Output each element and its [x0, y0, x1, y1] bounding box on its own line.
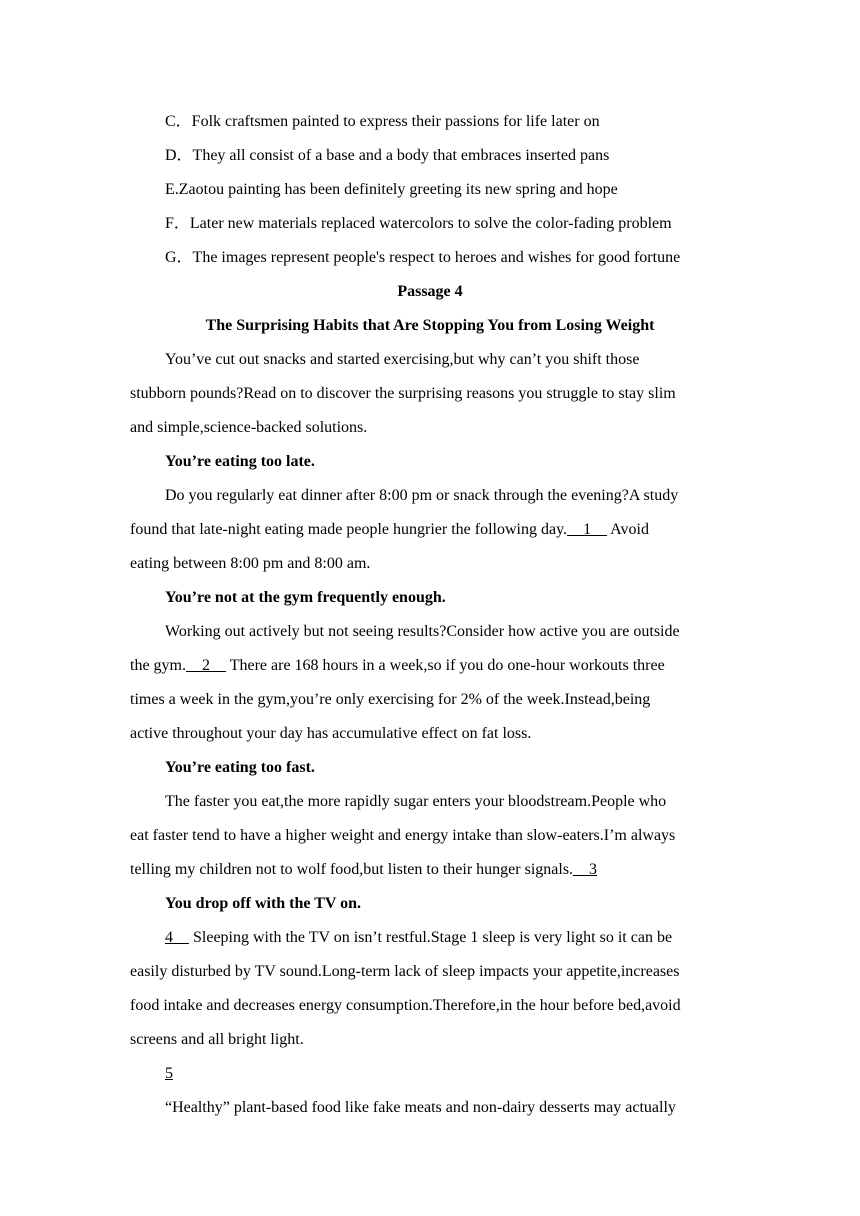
- intro-line: stubborn pounds?Read on to discover the surprising reasons you struggle to stay slim: [130, 385, 676, 402]
- paragraph-line: active throughout your day has accumulative effect on fat loss.: [130, 725, 532, 742]
- paragraph-text: There are 168 hours in a week,so if you do one-hour workouts three: [226, 657, 665, 674]
- option-c: C．Folk craftsmen painted to express their passions for life later on: [165, 113, 600, 130]
- intro-line: and simple,science-backed solutions.: [130, 419, 368, 436]
- paragraph-text: found that late-night eating made people hungrier the following day.: [130, 521, 568, 538]
- paragraph-line: [130, 921, 730, 955]
- paragraph-line: screens and all bright light.: [130, 1031, 304, 1048]
- section-heading: You’re eating too fast.: [165, 759, 315, 776]
- option-g: G．The images represent people's respect to heroes and wishes for good fortune: [165, 249, 681, 266]
- section-heading: You’re eating too late.: [165, 453, 315, 470]
- paragraph-line: eat faster tend to have a higher weight and energy intake than slow-eaters.I’m always: [130, 827, 676, 844]
- blank-2[interactable]: 2: [186, 657, 226, 674]
- paragraph-line: [130, 513, 730, 547]
- paragraph-line: food intake and decreases energy consumption.Therefore,in the hour before bed,avoid: [130, 997, 681, 1014]
- paragraph-text: Sleeping with the TV on isn’t restful.Stage 1 sleep is very light so it can be: [189, 929, 673, 946]
- paragraph-line: “Healthy” plant-based food like fake meats and non-dairy desserts may actually: [165, 1099, 676, 1116]
- paragraph-line: eating between 8:00 pm and 8:00 am.: [130, 555, 371, 572]
- paragraph-text: the gym.: [130, 657, 186, 674]
- option-f: F．Later new materials replaced watercolors to solve the color-fading problem: [165, 215, 672, 232]
- option-e: E.Zaotou painting has been definitely greeting its new spring and hope: [165, 181, 618, 198]
- paragraph-line: [130, 853, 730, 887]
- paragraph-line: easily disturbed by TV sound.Long-term lack of sleep impacts your appetite,increases: [130, 963, 680, 980]
- passage-title: The Surprising Habits that Are Stopping You from Losing Weight: [205, 317, 655, 334]
- paragraph-line: [130, 1057, 730, 1091]
- blank-1[interactable]: 1: [567, 521, 608, 538]
- paragraph-line: Do you regularly eat dinner after 8:00 pm or snack through the evening?A study: [165, 487, 679, 504]
- passage-label: Passage 4: [397, 283, 463, 300]
- blank-5[interactable]: 5: [165, 1065, 173, 1082]
- paragraph-line: Working out actively but not seeing results?Consider how active you are outside: [165, 623, 680, 640]
- option-d: D．They all consist of a base and a body that embraces inserted pans: [165, 147, 610, 164]
- intro-line: You’ve cut out snacks and started exercising,but why can’t you shift those: [165, 351, 640, 368]
- document-page: [130, 105, 730, 1125]
- paragraph-text: telling my children not to wolf food,but listen to their hunger signals.: [130, 861, 574, 878]
- blank-3[interactable]: 3: [573, 861, 598, 878]
- paragraph-line: The faster you eat,the more rapidly sugar enters your bloodstream.People who: [165, 793, 667, 810]
- section-heading: You’re not at the gym frequently enough.: [165, 589, 446, 606]
- section-heading: You drop off with the TV on.: [165, 895, 362, 912]
- paragraph-text: Avoid: [607, 521, 649, 538]
- paragraph-line: times a week in the gym,you’re only exercising for 2% of the week.Instead,being: [130, 691, 651, 708]
- paragraph-line: [130, 649, 730, 683]
- blank-4[interactable]: 4: [165, 929, 189, 946]
